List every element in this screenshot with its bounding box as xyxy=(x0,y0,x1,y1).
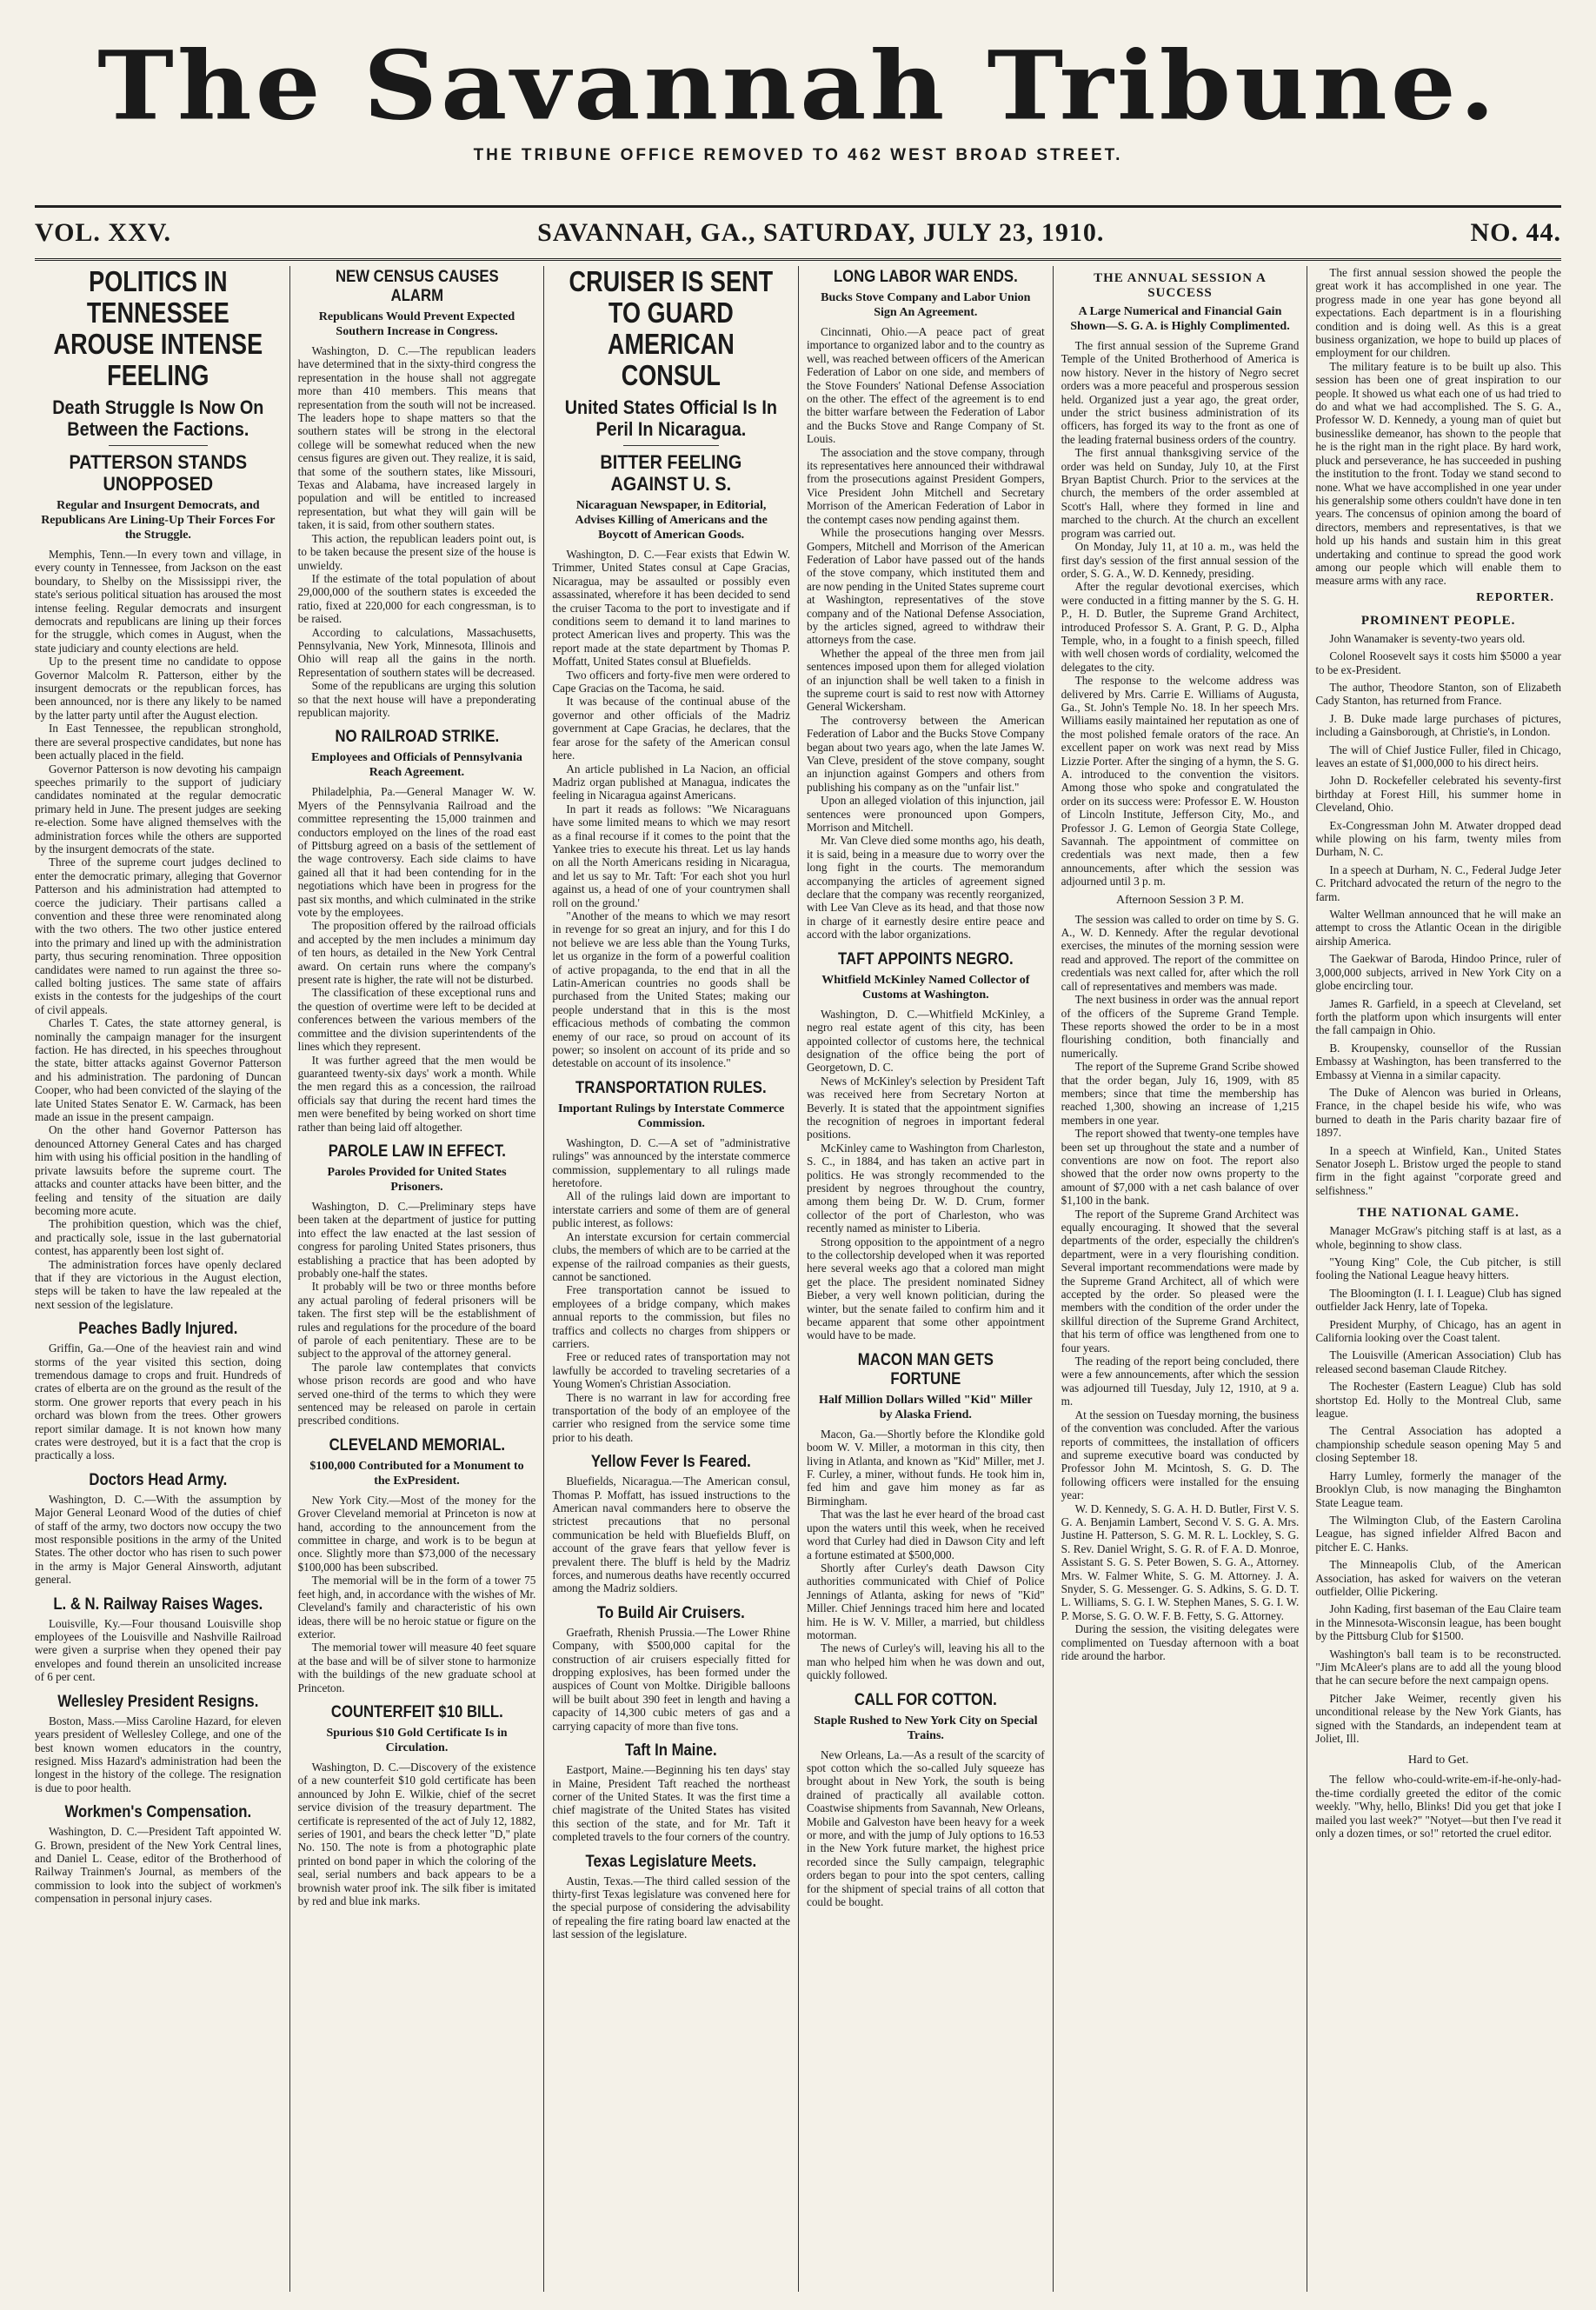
paragraph: Philadelphia, Pa.—General Manager W. W. Myers of the Pennsylvania Railroad and the committee representing the 15,000 trainmen and conductors employed on the lines of the road east of Pittsburg agreed on a basis of the settlement of the wage controversy. Each side claims to have gained all that it had been contending for in the negotiations which have been in progress for the past six months, and which culminated in the strike vote by the employees. xyxy=(297,785,536,920)
divider xyxy=(109,445,207,446)
headline: POLITICS IN TENNESSEE AROUSE INTENSE FEELING xyxy=(53,266,263,391)
list-item: Colonel Roosevelt says it costs him $5000 a year to be ex-President. xyxy=(1315,649,1561,676)
article-prominent-people xyxy=(1315,614,1561,1197)
volume-number: VOL. XXV. xyxy=(35,218,172,247)
paragraph: In East Tennessee, the republican stronghold, there are several prospective candidates, but none has been actually placed in the field. xyxy=(35,722,282,762)
office-notice: THE TRIBUNE OFFICE REMOVED TO 462 WEST BROAD STREET. xyxy=(473,146,1123,164)
issue-number: NO. 44. xyxy=(1470,218,1561,247)
headline: MACON MAN GETS FORTUNE xyxy=(857,1350,994,1388)
subheadline: Death Struggle Is Now On Between the Factions. xyxy=(52,396,264,440)
subheadline: PATTERSON STANDS UNOPPOSED xyxy=(69,451,248,495)
list-item: Manager McGraw's pitching staff is at last, as a whole, beginning to show class. xyxy=(1315,1224,1561,1251)
paragraph: Governor Patterson is now devoting his campaign speeches primarily to the support of judiciary candidates nominated at the regular democratic primary held in June. The present judges are seeking re-election. Some have aligned themselves with the administration forces while the others are supported by the insurgent democrats of the state. xyxy=(35,762,282,855)
list-item: President Murphy, of Chicago, has an agent in California looking over the Coast talent. xyxy=(1315,1317,1561,1345)
paragraph: It probably will be two or three months before any actual paroling of federal prisoners will be taken. The first step will be the establishment of rules and regulations for the procedure of the board of parole of each penitentiary. These are to be subject to the approval of the attorney general. xyxy=(297,1280,536,1361)
paragraph: The parole law contemplates that convicts whose prison records are good and who have served one-third of the terms to which they were sentenced may be released on parole in certain prescribed conditions. xyxy=(297,1360,536,1428)
paragraph: Boston, Mass.—Miss Caroline Hazard, for eleven years president of Wellesley College, and one of the best known women educators in the country, resigned. Miss Hazard's administration had been the longest in the history of the college. The resignation is due to poor health. xyxy=(35,1714,282,1794)
paragraph: At the session on Tuesday morning, the business of the convention was concluded. After the various reports of committees, the installation of officers and supreme executive board was conducted by Professor John M. Mcintosh, S. G. D. The following officers were installed for the ensuing year: xyxy=(1061,1408,1300,1502)
paragraph: Macon, Ga.—Shortly before the Klondike gold boom W. V. Miller, a motorman in this city, then living in Atlanta, and known as "Kid" Miller, met J. F. Curley, a miner, without funds. He took him in, fed him and gave him money as far as Birmingham. xyxy=(806,1427,1045,1508)
paragraph: There is no warrant in law for according free transportation of the body of an employee of the carrier who resigned from the service some time prior to his death. xyxy=(552,1390,790,1444)
deck: Bucks Stove Company and Labor Union Sign An Agreement. xyxy=(821,291,1031,319)
list-item: James R. Garfield, in a speech at Cleveland, set forth the platform upon which insurgents will enter the fall campaign in Ohio. xyxy=(1315,996,1561,1037)
list-item: B. Kroupensky, counsellor of the Russian Embassy at Washington, has been transferred to the Embassy at Vienna in a similar capacity. xyxy=(1315,1041,1561,1082)
headline: Hard to Get. xyxy=(1407,1754,1469,1767)
paragraph: It was because of the continual abuse of the governor and other officials of the Madriz government at Cape Gracias, he declares, that the fear arose for the safety of the American consul here. xyxy=(552,695,790,762)
paragraph: Washington, D. C.—Whitfield McKinley, a negro real estate agent of this city, has been appointed collector of customs here, the technical designation of the office being the port of Georgetown, D. C. xyxy=(806,1007,1045,1075)
paragraph: The report showed that twenty-one temples have been set up throughout the state and a number of conventions are now on foot. The report also showed that the order now owns property to the amount of $7,000 with a net cash balance of over $1,100 in the bank. xyxy=(1061,1127,1300,1208)
paragraph: The military feature is to be built up also. This session has been one of great inspiration to our people. It showed us what each one of us had tried to do and what we had accomplished. The S. G. A., Professor W. D. Kennedy, a young man of quiet but businesslike demeanor, has shown to the people that he is the right man in the right place. By hard work, pluck and perseverance, he has succeeded in pushing the institution to the front. Today we stand second to none. What we have accomplished in one year under his generalship some others couldn't have done in ten years. The concensus of opinion among the board of directors, members and representatives, is that we hold up his hands and sustain him in this great undertaking and continue to spread the good work among our people which will enable them to measure arms with any race. xyxy=(1315,359,1561,588)
paragraph: The response to the welcome address was delivered by Mrs. Carrie E. Williams of Augusta, Ga., St. John's Temple No. 18. In her speech Mrs. Williams easily maintained her reputation as one of the most polished female orators of the race. An excellent paper on work was next read by Miss Lizzie Porter. After the singing of a hymn, the S. G. A. introduced to the convention the visitors. Among those who spoke and congratulated the order on its success were: Professor E. W. Houston of Lincoln Institute, Jefferson City, Mo., and Professor J. G. Lemon of Georgia State College, Savannah. The appointment of committee on credentials was next made, then a few announcements, after which the session was adjourned until 3 p. m. xyxy=(1061,674,1300,889)
article-taft-maine xyxy=(552,1741,790,1843)
list-item: In a speech at Durham, N. C., Federal Judge Jeter C. Pritchard advocated the return of the negro to the farm. xyxy=(1315,862,1561,903)
paragraph: An article published in La Nacion, an official Madriz organ published at Managua, indicates the feeling in Nicaragua against Americans. xyxy=(552,762,790,802)
headline: To Build Air Cruisers. xyxy=(597,1603,746,1622)
list-item: Harry Lumley, formerly the manager of the Brooklyn Club, is now managing the Binghamton State League team. xyxy=(1315,1468,1561,1509)
list-item: The Louisville (American Association) Club has released second baseman Claude Ritchey. xyxy=(1315,1348,1561,1375)
article-railroad-strike xyxy=(298,728,536,1134)
deck: Paroles Provided for United States Prisoners. xyxy=(327,1165,507,1194)
list-item: The Gaekwar of Baroda, Hindoo Prince, ruler of 3,000,000 subjects, arrived in New York City on a globe encircling tour. xyxy=(1315,952,1561,993)
paragraph: Graefrath, Rhenish Prussia.—The Lower Rhine Company, with $500,000 capital for the construction of air cruisers especially fitted for dropping explosives, has been formed under the auspices of Count von Moltke. Dirigible balloons will be built about 390 feet in length and having a capacity of 14,300 cubic meters of gas and a carrying capacity of more than five tons. xyxy=(552,1625,790,1733)
paragraph: Washington, D. C.—Discovery of the existence of a new counterfeit $10 gold certificate has been announced by John E. Wilkie, chief of the secret service division of the treasury department. The certificate is represented of the act of July 12, 1882, series of 1901, and bears the check letter "D," plate No. 150. The note is from a photographic plate printed on bond paper in which the coloring of the seal, serial numbers and back appears to be a brownish water proof ink. The silk fiber is imitated by red and blue ink marks. xyxy=(297,1760,536,1907)
paragraph: On the other hand Governor Patterson has denounced Attorney General Cates and has charged him with using his official position in the handling of private lawsuits before the supreme court. The attacks and counter attacks have been bitter, and the feeling and tensity of the situation are daily becoming more acute. xyxy=(35,1123,282,1217)
column-2 xyxy=(289,266,544,2292)
list-item: The Rochester (Eastern League) Club has sold shortstop Ed. Holly to the Montreal Club, same league. xyxy=(1315,1380,1561,1421)
news-brief-list xyxy=(1315,1224,1561,1745)
list-item: The Duke of Alencon was buried in Orleans, France, in the chapel beside his wife, who was burned to death in the Paris charity bazaar fire of 1897. xyxy=(1315,1085,1561,1140)
article-annual-session-continued xyxy=(1315,266,1561,605)
list-item: "Young King" Cole, the Cub pitcher, is still fooling the National League heavy hitters. xyxy=(1315,1255,1561,1282)
article-hard-to-get xyxy=(1315,1754,1561,1840)
headline: Yellow Fever Is Feared. xyxy=(591,1453,752,1472)
paragraph: The session was called to order on time by S. G. A., W. D. Kennedy. After the regular devotional exercises, the minutes of the morning session were read and approved. The report of the committee on credentials was next called for, after which the roll call of representatives and members was made. xyxy=(1061,912,1300,993)
deck: Spurious $10 Gold Certificate Is in Circulation. xyxy=(326,1726,508,1754)
list-item: Washington's ball team is to be reconstructed. "Jim McAleer's plans are to add all the young blood that he can secure before the next campaign opens. xyxy=(1315,1647,1561,1688)
headline: TAFT APPOINTS NEGRO. xyxy=(838,949,1014,969)
article-doctors-army xyxy=(35,1471,282,1587)
article-national-game xyxy=(1315,1206,1561,1745)
deck: Regular and Insurgent Democrats, and Republicans Are Lining-Up Their Forces For the Struggle. xyxy=(41,499,276,542)
paragraph: The memorial will be in the form of a tower 75 feet high, and, in accordance with the wishes of Mr. Cleveland's family and characteristic of his own ideas, there will be no heroic statue or figure on the exterior. xyxy=(297,1574,536,1641)
deck: Republicans Would Prevent Expected Southern Increase in Congress. xyxy=(318,310,515,338)
deck: Important Rulings by Interstate Commerce Commission. xyxy=(558,1102,785,1130)
headline: CALL FOR COTTON. xyxy=(854,1690,997,1709)
list-item: John D. Rockefeller celebrated his seventy-first birthday at Forest Hill, his summer home in Cleveland, Ohio. xyxy=(1315,774,1561,815)
headline: Wellesley President Resigns. xyxy=(57,1692,259,1711)
article-annual-session xyxy=(1061,271,1300,1662)
paragraph: The next business in order was the annual report of the officers of the Supreme Grand Temple. These reports showed the order to be in a most flourishing condition, both financially and numerically. xyxy=(1061,993,1300,1060)
list-item: The Bloomington (I. I. I. League) Club has signed outfielder Jack Henry, late of Topeka. xyxy=(1315,1286,1561,1314)
list-item: The Wilmington Club, of the Eastern Carolina League, has signed infielder Alfred Bacon and pitcher E. C. Hanks. xyxy=(1315,1513,1561,1554)
paragraph: The first annual session of the Supreme Grand Temple of the United Brotherhood of America is now history. Never in the history of Negro secret orders was a more peaceful and prosperous session held. Organized just a year ago, the great order, under the strict business administration of its officers, has forged its way to the front as one of the leading fraternal business orders of the country. xyxy=(1061,339,1300,446)
paragraph: Washington, D. C.—A set of "administrative rulings" was announced by the interstate commerce commission, supplementary to all rulings made heretofore. xyxy=(552,1135,790,1190)
article-tennessee-politics xyxy=(35,266,282,1311)
deck: $100,000 Contributed for a Monument to the ExPresident. xyxy=(309,1459,524,1488)
list-item: The will of Chief Justice Fuller, filed in Chicago, leaves an estate of $1,000,000 to his direct heirs. xyxy=(1315,742,1561,769)
paragraph: The first annual thanksgiving service of the order was held on Sunday, July 10, at the First Bryan Baptist Church. Prior to the services at the church, the members of the order assembled at Scott's Hall, where they formed in line and marched to the church. At the church an excellent program was carried out. xyxy=(1061,446,1300,540)
list-item: The author, Theodore Stanton, son of Elizabeth Cady Stanton, has returned from France. xyxy=(1315,680,1561,708)
paragraph: Washington, D. C.—With the assumption by Major General Leonard Wood of the duties of chief of staff of the army, two doctors now occupy the two most responsible positions in the army of the United States. The other doctor who has risen to such power in the army is Major General Ainsworth, adjutant general. xyxy=(35,1492,282,1587)
headline: THE ANNUAL SESSION A SUCCESS xyxy=(1094,271,1267,300)
paragraph: Washington, D. C.—President Taft appointed W. G. Brown, president of the New York Central lines, and Daniel L. Cease, editor of the Brotherhood of Railway Trainmen's Journal, as members of the commission to look into the subject of workmen's compensation in personal injury cases. xyxy=(35,1825,282,1906)
headline: LONG LABOR WAR ENDS. xyxy=(833,268,1018,286)
headline: Peaches Badly Injured. xyxy=(78,1320,238,1339)
headline: Doctors Head Army. xyxy=(89,1470,228,1489)
paragraph: Two officers and forty-five men were ordered to Cape Gracias on the Tacoma, he said. xyxy=(552,668,790,696)
paragraph: Louisville, Ky.—Four thousand Louisville shop employees of the Louisville and Nashville Railroad were given a surprise when they opened their pay envelopes and found therein an unsolicited increase of 6 per cent. xyxy=(35,1616,282,1684)
article-workmens-compensation xyxy=(35,1803,282,1905)
article-cruiser-nicaragua xyxy=(552,266,790,1070)
subheadline: Afternoon Session 3 P. M. xyxy=(1115,893,1244,907)
paragraph: New York City.—Most of the money for the Grover Cleveland memorial at Princeton is now at hand, according to the announcement from the committee in charge, and work is to be begun at once. Slightly more than $73,000 of the necessary $100,000 has been subscribed. xyxy=(297,1493,536,1574)
article-transportation-rules xyxy=(552,1079,790,1444)
article-parole-law xyxy=(298,1142,536,1428)
paragraph: Bluefields, Nicaragua.—The American consul, Thomas P. Moffatt, has issued instructions to the American naval commanders here to observe the strictest precautions that no personal communication be held with Bluefields Bluff, on account of the grave fears that yellow fever is prevalent there. The bluff is held by the Madriz forces, and numerous deaths have recently occurred among the Madriz soldiers. xyxy=(552,1475,790,1595)
headline: CRUISER IS SENT TO GUARD AMERICAN CONSUL xyxy=(569,266,774,391)
paragraph: Free transportation cannot be issued to employees of a bridge company, which makes annual reports to the commission, but files no traffics and collects no charges from shippers or carriers. xyxy=(552,1283,790,1350)
headline: NO RAILROAD STRIKE. xyxy=(335,728,499,747)
article-call-for-cotton xyxy=(807,1691,1045,1909)
headline: Texas Legislature Meets. xyxy=(585,1852,757,1871)
deck: Staple Rushed to New York City on Special Trains. xyxy=(814,1714,1038,1742)
headline: PROMINENT PEOPLE. xyxy=(1360,613,1516,628)
article-taft-appoints-negro xyxy=(807,950,1045,1342)
list-item: The Central Association has adopted a championship schedule season opening May 5 and closing September 18. xyxy=(1315,1424,1561,1465)
column-3 xyxy=(543,266,798,2292)
paragraph: Charles T. Cates, the state attorney general, is nominally the campaign manager for the insurgent faction. He has directed, in his speeches throughout the state, bitter attacks against Governor Patterson and his administration. The pardoning of Duncan Cooper, who had been convicted of the slaying of the late United States Senator E. W. Carmack, has been made an issue in the present campaign. xyxy=(35,1016,282,1124)
paragraph: Griffin, Ga.—One of the heaviest rain and wind storms of the year visited this section, doing tremendous damage to crops and fruit. Hundreds of crates of elberta are on the ground as the result of the storm. One grower reports that every peach in his orchard was blown from the trees. Other growers report similar damage. It is not known how many crates were destroyed, but it is a fact that the crop is practically a loss. xyxy=(35,1341,282,1462)
headline: CLEVELAND MEMORIAL. xyxy=(329,1435,505,1455)
subheadline: United States Official Is In Peril In Nicaragua. xyxy=(565,396,778,440)
masthead xyxy=(0,0,1596,165)
paragraph: The report of the Supreme Grand Scribe showed that the order began, July 16, 1909, with 85 members; since that time the membership has reached 1,300, showing an increase of 1,215 members in one year. xyxy=(1061,1060,1300,1127)
paragraph: It was further agreed that the men would be guaranteed twenty-six days' work a month. While the men regard this as a concession, the railroad officials say that during the recent hard times the men were benefited by being worked on short time rather than being laid off altogether. xyxy=(297,1053,536,1134)
paragraph: An interstate excursion for certain commercial clubs, the members of which are to be carried at the expense of the railroad companies as their guests, cannot be sanctioned. xyxy=(552,1229,790,1283)
paragraph: Eastport, Maine.—Beginning his ten days' stay in Maine, President Taft reached the northeast corner of the United States. It was the first time a chief magistrate of the United States has visited this section of the state, and for Mr. Taft it completed travels to the four corners of the country. xyxy=(552,1763,790,1844)
paragraph: Whether the appeal of the three men from jail sentences imposed upon them for alleged violation of an injunction shall be well taken to a finish in the supreme court is said to rest now with Attorney General Wickersham. xyxy=(806,646,1045,714)
headline: TRANSPORTATION RULES. xyxy=(575,1078,767,1097)
paragraph: "Another of the means to which we may resort in revenge for so great an injury, and for this I do not believe we are less able than the Young Turks, let us organize in the form of a powerful coalition of active propaganda, to the end that in all the Latin-American countries no goods shall be purchased from the United States; making our people understand that in this is the most efficacious methods of combating the common enemy of our race, so proud on account of its power; so insolent on account of its pride and so detestable on account of its insolence." xyxy=(552,909,790,1070)
paragraph: New Orleans, La.—As a result of the scarcity of spot cotton which the so-called July squeeze has brought about in New York, the south is being drained of practically all available cotton. Coastwise shipments from Savannah, New Orleans, Mobile and Galveston have been heavy for a week or more, and with the jump of July options to 16.53 in the New York future market, the highest price recorded since the Sully campaign, telegraphic orders began to pour into the spot centers, calling for the shipment of special trains of all cotton that could be bought. xyxy=(806,1747,1045,1909)
headline: Taft In Maine. xyxy=(625,1741,717,1761)
headline: L. & N. Railway Raises Wages. xyxy=(53,1594,263,1614)
paragraph: During the session, the visiting delegates were complimented on Tuesday afternoon with a boat ride around the harbor. xyxy=(1061,1622,1300,1662)
paragraph: The controversy between the American Federation of Labor and the Bucks Stove Company began about two years ago, when the late James W. Van Cleve, president of the stove company, sought an injunction against Gompers and others from publishing his company as on the "unfair list." xyxy=(806,713,1045,794)
paragraph: Washington, D. C.—Fear exists that Edwin W. Trimmer, United States consul at Cape Gracias, Nicaragua, may be assaulted or possibly even assassinated, wherefore it has been decided to send the cruiser Tacoma to the port to investigate and if conditions seem to demand it to land marines to protect American lives and property. This was the report made at the state department by Thomas P. Moffatt, United States consul at Bluefields. xyxy=(552,548,790,669)
paragraph: All of the rulings laid down are important to interstate carriers and some of them are of general public interest, as follows: xyxy=(552,1189,790,1230)
deck: Whitfield McKinley Named Collector of Customs at Washington. xyxy=(821,973,1030,1002)
article-counterfeit-bill xyxy=(298,1703,536,1907)
headline: NEW CENSUS CAUSES ALARM xyxy=(335,268,499,305)
list-item: In a speech at Winfield, Kan., United States Senator Joseph L. Bristow urged the people to stand firm in the fight against "corporate greed and selfishness." xyxy=(1315,1143,1561,1197)
paragraph: Strong opposition to the appointment of a negro to the collectorship developed when it was reported here several weeks ago that a colored man might get the place. The president nominated Sidney Bieber, a very well known politician, during the winter, but the senate failed to confirm him and it became apparent that some other appointment would have to be made. xyxy=(806,1235,1045,1342)
paragraph: On Monday, July 11, at 10 a. m., was held the first day's session of the first annual session of the order, S. G. A., W. D. Kennedy, presiding. xyxy=(1061,540,1300,580)
paragraph: News of McKinley's selection by President Taft was received here from Secretary Norton at Beverly. It is stated that the appointment signifies the recognition of negroes in important federal positions. xyxy=(806,1074,1045,1142)
list-item: Ex-Congressman John M. Atwater dropped dead while plowing on his farm, twenty miles from Durham, N. C. xyxy=(1315,818,1561,859)
officers-list: W. D. Kennedy, S. G. A. H. D. Butler, First V. S. G. A. Benjamin Lambert, Second V. S. G. A. Mrs. Justine H. Patterson, S. G. M. R. L. Lockley, S. G. S. Rev. Daniel Wright, S. G. R. of F. A. D. Monroe, Assistant S. G. S. Peter Bowen, S. G. A., Attorney. Mrs. W. Falmer White, S. G. M. Attorney. J. A. Snyder, S. G. Messenger. G. S. Adkins, S. G. D. T. L. Williams, S. G. I. W. Stephen Manes, S. G. I. W. P. Morse, S. G. O. W. F. B. Fetty, S. G. Attorney. xyxy=(1061,1501,1300,1622)
paragraph: Some of the republicans are urging this solution so that the next house will have a preponderating republican majority. xyxy=(297,679,536,719)
paragraph: Cincinnati, Ohio.—A peace pact of great importance to organized labor and to the country as well, was reached between officers of the American Federation of Labor on one side, and members of the Stove Founders' National Defense Association on the other. The effect of the agreement is to end the bitter warfare between the Federation of Labor and the Bucks Stove and Range Company of St. Louis. xyxy=(806,325,1045,446)
dateline xyxy=(35,205,1561,261)
paragraph: The first annual session showed the people the great work it has accomplished in one year. The progress made in one year has gone beyond all expectations. Each department is in a flourishing condition and is doing well. As this is a great business organization, we hope to build up places of employment for our children. xyxy=(1315,266,1561,360)
paragraph: In part it reads as follows: "We Nicaraguans have some limited means to which we may resort as a final recourse if it comes to the point that the Yankee tries to execute his threat. Let us lay hands on all the North Americans residing in Nicaragua, and let us say to Mr. Taft: 'For each shot you hurl against us, a head of one of your countrymen shall roll on the ground.' xyxy=(552,802,790,909)
deck: Half Million Dollars Willed "Kid" Miller by Alaska Friend. xyxy=(819,1393,1033,1421)
article-macon-fortune xyxy=(807,1351,1045,1682)
deck: Employees and Officials of Pennsylvania Reach Agreement. xyxy=(311,751,522,780)
paragraph: The reading of the report being concluded, there were a few announcements, after which the session was adjourned till Tuesday, July 12, 1910, at 9 a. m. xyxy=(1061,1355,1300,1408)
column-1 xyxy=(35,266,289,2292)
paragraph: The administration forces have openly declared that if they are victorious in the August election, steps will be taken to have the law repealed at the next session of the legislature. xyxy=(35,1257,282,1311)
paragraph: The memorial tower will measure 40 feet square at the base and will be of silver stone to harmonize with the buildings of the new graduate school at Princeton. xyxy=(297,1641,536,1694)
paragraph: After the regular devotional exercises, which were conducted in a fitting manner by the S. G. H. P., H. D. Butler, the Supreme Grand Architect, introduced Professor S. A. Grant, P. G. D., Alpha Temple, who, in a fought to a finish speech, filled with well chosen words of cordiality, welcomed the delegates to the city. xyxy=(1061,580,1300,674)
headline: THE NATIONAL GAME. xyxy=(1357,1206,1520,1221)
paragraph: Upon an alleged violation of this injunction, jail sentences were pronounced upon Gompers, Morrison and Mitchell. xyxy=(806,794,1045,835)
byline: REPORTER. xyxy=(1476,590,1554,604)
paragraph: The news of Curley's will, leaving his all to the man who helped him when he was down and out, quickly followed. xyxy=(806,1641,1045,1682)
paragraph: The fellow who-could-write-em-if-he-only-had-the-time cordially greeted the editor of the comic weekly. "Why, hello, Blinks! Did you get that joke I mailed you last week?" "Notyet—but then I've read it only a dozen times, or so!" retorted the cruel editor. xyxy=(1315,1773,1561,1841)
headline: COUNTERFEIT $10 BILL. xyxy=(330,1702,503,1721)
list-item: Pitcher Jake Weimer, recently given his unconditional release by the New York Giants, has signed with the Standards, an independent team at Joliet, Ill. xyxy=(1315,1691,1561,1745)
paragraph: The prohibition question, which was the chief, and practically sole, issue in the last gubernatorial contest, has apparently been lost sight of. xyxy=(35,1217,282,1258)
article-railway-wages xyxy=(35,1595,282,1684)
article-census xyxy=(298,268,536,719)
subheadline: BITTER FEELING AGAINST U. S. xyxy=(600,451,742,495)
article-labor-war xyxy=(807,268,1045,942)
article-cleveland-memorial xyxy=(298,1436,536,1694)
list-item: John Kading, first baseman of the Eau Claire team in the Minnesota-Wisconsin league, has been bought by the Pittsburg Club for $1500. xyxy=(1315,1602,1561,1643)
paragraph: Three of the supreme court judges declined to enter the democratic primary, alleging that Governor Patterson and his administration had attempted to coerce the judiciary. Their partisans called a convention and these three were renominated along with the two others. The two other justice entered into the primary and lined up with the administration party, thus securing renomination. Three opposition candidates were named to run against the three so-called bolting justices. The same state of affairs exists in the contests for the judgeships of the court of civil appeals. xyxy=(35,855,282,1016)
newspaper-title: The Savannah Tribune. xyxy=(97,30,1499,142)
divider xyxy=(623,445,718,446)
deck: Nicaraguan Newspaper, in Editorial, Advises Killing of Americans and the Boycott of American Goods. xyxy=(575,499,768,542)
paragraph: Free or reduced rates of transportation may not lawfully be accorded to traveling secretaries of a Young Women's Christian Association. xyxy=(552,1350,790,1391)
paragraph: Washington, D. C.—Preliminary steps have been taken at the department of justice for putting into effect the law enacted at the last session of congress for paroling United States prisoners, thus establishing a practice that has been adopted by probably one-half the states. xyxy=(297,1199,536,1280)
paragraph: The proposition offered by the railroad officials and accepted by the men includes a minimum day of ten hours, as detailed in the New York Central award. On certain runs where the company's present rate is higher, the rate will not be disturbed. xyxy=(297,919,536,987)
columns xyxy=(35,266,1561,2292)
list-item: John Wanamaker is seventy-two years old. xyxy=(1329,631,1526,645)
list-item: The Minneapolis Club, of the American Association, has asked for waivers on the veteran outfielder, Ollie Pickering. xyxy=(1315,1558,1561,1598)
news-brief-list xyxy=(1315,632,1561,1197)
headline: PAROLE LAW IN EFFECT. xyxy=(328,1142,506,1161)
paragraph: According to calculations, Massachusetts, Pennsylvania, New York, Minnesota, Illinois and Ohio will reap all the gains in the north. Representation of southern states will be decreased. xyxy=(297,625,536,679)
paragraph: Up to the present time no candidate to oppose Governor Malcolm R. Patterson, either by the insurgent democrats or the republican forces, has been announced, nor is there any likely to be named by the latter party until after the August election. xyxy=(35,655,282,722)
article-wellesley xyxy=(35,1693,282,1794)
paragraph: The report of the Supreme Grand Architect was equally encouraging. It showed that the several departments of the order, especially the children's department, were in a very flourishing condition. Several important recommendations were made by the Supreme Grand Architect, all of which were accepted by the order. So pleased were the members with the condition of the order under the skillful direction of the Supreme Grand Architect, that his term of office was lengthened from one to four years. xyxy=(1061,1207,1300,1355)
paragraph: The classification of these exceptional runs and the question of overtime were left to be decided at conferences between the various members of the committee and the division superintendents of the lines which they represent. xyxy=(297,986,536,1054)
paragraph: McKinley came to Washington from Charleston, S. C., in 1884, and has taken an active part in politics. He was strongly recommended to the president by negroes throughout the country, among them being Dr. W. D. Crum, former collector of the port of Charleston, who was recently named as minister to Liberia. xyxy=(806,1141,1045,1235)
paragraph: Washington, D. C.—The republican leaders have determined that in the sixty-third congress the representation in the house shall not aggregate more than 410 members. This means that representation from the south will not be increased. The leaders hope to shape matters so that the southern states will be strong in the electoral college will be somewhat reduced when the new census figures are given out. They realize, it is said, that some of the southern states, like Missouri, Texas and Alabama, have increased largely in population and will be entitled to increased representation, but what they will gain will be taken, it is said, from other southern states. xyxy=(297,344,536,532)
article-yellow-fever xyxy=(552,1453,790,1595)
headline: Workmen's Compensation. xyxy=(64,1803,252,1822)
paragraph: Memphis, Tenn.—In every town and village, in every county in Tennessee, from Jackson on the east boundary, to Shelby on the Mississippi river, the state's serious political situation has aroused the most intense feeling. Regular democrats and insurgent democrats and republicans are lining up their forces for the struggle, which comes in August, when the state judiciary and county elections are held. xyxy=(35,548,282,655)
deck: A Large Numerical and Financial Gain Shown—S. G. A. is Highly Complimented. xyxy=(1070,305,1290,333)
paragraph: Austin, Texas.—The third called session of the thirty-first Texas legislature was convened here for the special purpose of considering the advisability of repealing the fire rating board law enacted at the last session of the legislature. xyxy=(552,1874,790,1941)
paragraph: This action, the republican leaders point out, is to be taken because the present size of the house is unwieldy. xyxy=(297,531,536,572)
paragraph: If the estimate of the total population of about 29,000,000 of the southern states is exceeded the ratio, fixed at 220,000 for each congressman, is to be raised. xyxy=(297,571,536,626)
column-6 xyxy=(1307,266,1561,2292)
list-item: J. B. Duke made large purchases of pictures, including a Gainsborough, at Christie's, in London. xyxy=(1315,711,1561,739)
column-5 xyxy=(1053,266,1307,2292)
paragraph: Shortly after Curley's death Dawson City authorities communicated with Chief of Police Jennings of Atlanta, asking for news of "Kid" Miller. Chief Jennings traced him here and located him. He is W. V. Miller, a married, but childless motorman. xyxy=(806,1561,1045,1641)
paragraph: That was the last he ever heard of the broad cast upon the waters until this week, when he received word that Curley had died in Dawson City and left a fortune estimated at $500,000. xyxy=(806,1508,1045,1561)
paragraph: While the prosecutions hanging over Messrs. Gompers, Mitchell and Morrison of the American Federation of Labor have passed out of the hands of the stove company, which instituted them and are now pending in the United States supreme court at Washington, representatives of the stove company and of the National Defense Association, by the articles signed, agreed to withdraw their attorneys from the case. xyxy=(806,526,1045,647)
article-air-cruisers xyxy=(552,1604,790,1733)
paragraph: Mr. Van Cleve died some months ago, his death, it is said, being in a measure due to worry over the long fight in the courts. The memorandum accompanying the articles of agreement signed declare that the company was recently reorganized, with Lee Van Cleve as its head, and that those now in charge of it earnestly desire entire peace and accord with the labor organizations. xyxy=(806,834,1045,942)
article-texas-legislature xyxy=(552,1853,790,1941)
place-and-date: SAVANNAH, GA., SATURDAY, JULY 23, 1910. xyxy=(537,218,1105,247)
paragraph: The association and the stove company, through its representatives here announced their withdrawal from the prosecutions against President Gompers, Vice President John Mitchell and Secretary Morrison of the American Federation of Labor in the contempt cases now pending against them. xyxy=(806,445,1045,526)
list-item: Walter Wellman announced that he will make an attempt to cross the Atlantic Ocean in the dirigible airship America. xyxy=(1315,908,1561,948)
article-peaches xyxy=(35,1320,282,1462)
column-4 xyxy=(798,266,1053,2292)
